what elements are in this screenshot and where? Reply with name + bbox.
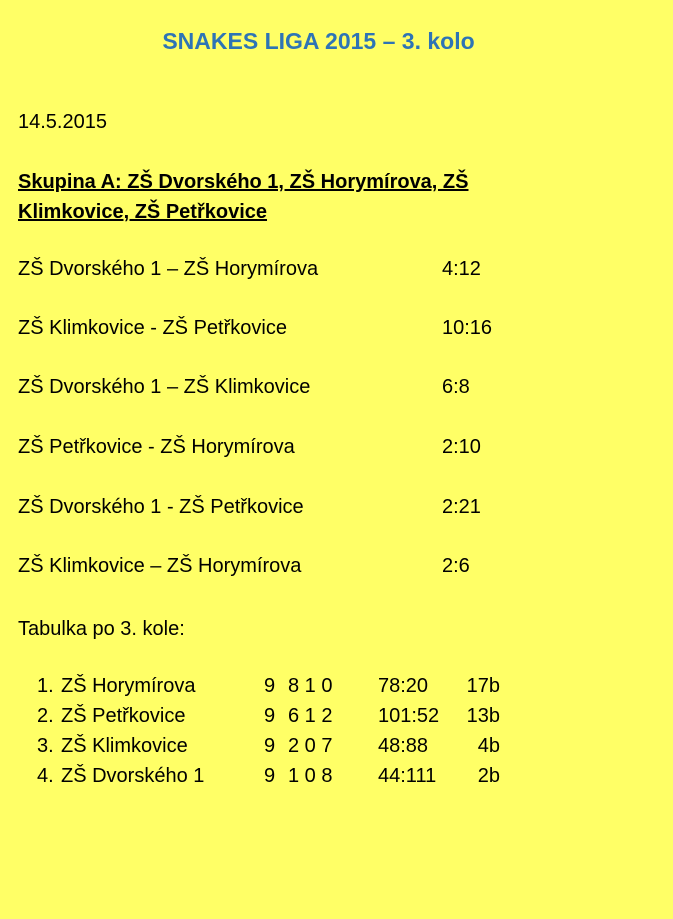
page-title: SNAKES LIGA 2015 – 3. kolo — [162, 28, 475, 54]
match-score: 2:6 — [442, 555, 470, 577]
standings-points: 2b — [477, 765, 500, 787]
standings-table — [18, 675, 538, 795]
match-row — [18, 436, 538, 462]
standings-wdl: 1 0 8 — [288, 765, 333, 787]
match-score: 10:16 — [442, 317, 493, 339]
standings-wdl: 8 1 0 — [288, 675, 333, 697]
standings-played: 9 — [264, 765, 276, 787]
match-row — [18, 555, 538, 581]
standings-team: ZŠ Petřkovice — [61, 705, 186, 727]
standings-team: ZŠ Horymírova — [61, 675, 196, 697]
match-pair: ZŠ Dvorského 1 – ZŠ Klimkovice — [18, 376, 311, 398]
standings-wdl: 6 1 2 — [288, 705, 333, 727]
match-date: 14.5.2015 — [18, 111, 107, 133]
standings-played: 9 — [264, 705, 276, 727]
match-pair: ZŠ Klimkovice – ZŠ Horymírova — [18, 555, 302, 577]
standings-team: ZŠ Klimkovice — [61, 735, 188, 757]
standings-goals: 101:52 — [378, 705, 440, 727]
standings-row — [18, 765, 538, 795]
standings-row — [18, 705, 538, 735]
match-pair: ZŠ Klimkovice - ZŠ Petřkovice — [18, 317, 287, 339]
standings-position: 1. — [37, 675, 54, 697]
match-row — [18, 317, 538, 343]
standings-team: ZŠ Dvorského 1 — [61, 765, 205, 787]
match-pair: ZŠ Dvorského 1 – ZŠ Horymírova — [18, 258, 319, 280]
standings-position: 2. — [37, 705, 54, 727]
standings-played: 9 — [264, 735, 276, 757]
standings-points: 13b — [466, 705, 500, 727]
match-row — [18, 496, 538, 522]
match-score: 2:21 — [442, 496, 481, 518]
standings-goals: 48:88 — [378, 735, 429, 757]
standings-points: 4b — [477, 735, 500, 757]
match-score: 2:10 — [442, 436, 481, 458]
match-pair: ZŠ Petřkovice - ZŠ Horymírova — [18, 436, 295, 458]
match-row — [18, 376, 538, 402]
standings-points: 17b — [466, 675, 500, 697]
match-score: 4:12 — [442, 258, 481, 280]
standings-title: Tabulka po 3. kole: — [18, 618, 185, 640]
standings-played: 9 — [264, 675, 276, 697]
standings-row — [18, 675, 538, 705]
group-heading: Skupina A: ZŠ Dvorského 1, ZŠ Horymírova, ZŠ Klimkovice, ZŠ Petřkovice — [18, 171, 469, 223]
standings-wdl: 2 0 7 — [288, 735, 333, 757]
standings-row — [18, 735, 538, 765]
standings-goals: 44:111 — [378, 765, 437, 787]
standings-goals: 78:20 — [378, 675, 429, 697]
match-pair: ZŠ Dvorského 1 - ZŠ Petřkovice — [18, 496, 304, 518]
match-score: 6:8 — [442, 376, 470, 398]
standings-position: 3. — [37, 735, 54, 757]
standings-position: 4. — [37, 765, 54, 787]
match-row — [18, 258, 538, 284]
